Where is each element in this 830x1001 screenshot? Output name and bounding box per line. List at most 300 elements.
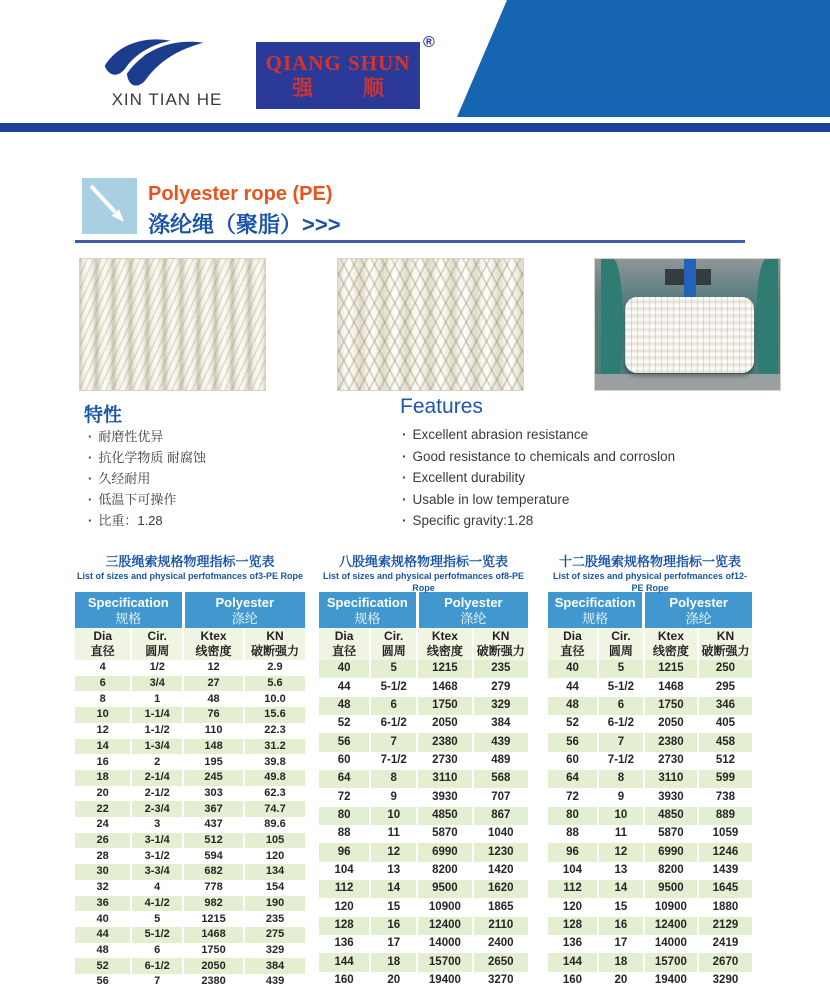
table-cell: 20 [370, 972, 417, 990]
table-cell: 15700 [644, 953, 698, 971]
eight-strand-braided-rope-photo [337, 258, 524, 391]
column-header-cir [598, 628, 644, 660]
col-label-en: Ktex [200, 629, 227, 643]
table-row [548, 843, 752, 861]
column-header-kn [244, 628, 305, 660]
table-cell: 24 [96, 818, 109, 831]
table-cell: 32 [96, 881, 109, 894]
table-cell: 14 [370, 880, 417, 898]
table-body [548, 660, 752, 990]
table-cell: 4 [99, 661, 106, 674]
table-title [548, 554, 752, 592]
table-cell: 384 [244, 958, 305, 974]
table-row [548, 898, 752, 916]
table-cell: 6990 [417, 843, 472, 861]
col-label-en: KN [716, 629, 735, 643]
table-cell: 44 [75, 927, 131, 943]
table-cell: 18 [598, 953, 644, 971]
table-cell: 295 [698, 678, 752, 696]
col-label-cn: 破断强力 [701, 644, 750, 658]
table-row [319, 880, 528, 898]
table-title [75, 554, 305, 592]
feature-item: · Good resistance to chemicals and corroslon [402, 446, 675, 468]
table-row [548, 935, 752, 953]
table-cell: 1750 [644, 697, 698, 715]
col-label-en: Cir. [147, 629, 167, 643]
table-cell: 235 [244, 911, 305, 927]
col-label-en: Dia [563, 629, 582, 643]
table-row [75, 958, 305, 974]
feature-item: · 低温下可操作 [88, 489, 206, 510]
col-label-cn: 圆周 [145, 644, 170, 658]
col-label-cn: 直径 [90, 644, 115, 658]
table-cell: 5-1/2 [370, 678, 417, 696]
table-cell: 27 [183, 676, 244, 692]
table-cell: 2 [131, 754, 183, 770]
registered-trademark-icon: ® [423, 34, 435, 51]
column-group-specification [548, 592, 644, 628]
table-cell: 134 [244, 864, 305, 880]
feature-item: · Excellent abrasion resistance [402, 424, 675, 446]
table-cell: 2110 [473, 917, 528, 935]
group-label-cn: 规格 [354, 610, 381, 626]
product-title-cn: 涤纶绳（聚脂）>>> [148, 212, 341, 237]
table-row [75, 817, 305, 833]
col-label-cn: 线密度 [426, 644, 463, 658]
table-row [548, 715, 752, 733]
table-cell: 2-1/4 [131, 770, 183, 786]
table-cell: 8200 [417, 862, 472, 880]
table-cell: 1 [131, 691, 183, 707]
table-title [319, 554, 528, 592]
table-row [548, 807, 752, 825]
table-cell: 60 [337, 754, 351, 767]
feature-item: · 久经耐用 [88, 468, 206, 489]
table-cell: 4-1/2 [131, 896, 183, 912]
table-cell: 1059 [698, 825, 752, 843]
feature-item: · Excellent durability [402, 467, 675, 489]
table-cell: 160 [334, 973, 354, 986]
table-cell: 458 [698, 733, 752, 751]
table-cell: 594 [183, 848, 244, 864]
table-row [548, 752, 752, 770]
table-cell: 2380 [644, 733, 698, 751]
table-cell: 245 [183, 770, 244, 786]
table-cell: 5870 [644, 825, 698, 843]
table-cell: 1246 [698, 843, 752, 861]
company-bird-logo-icon [100, 34, 208, 92]
table-cell: 31.2 [244, 739, 305, 755]
spec-table-8pe [319, 554, 528, 990]
table-cell: 1645 [698, 880, 752, 898]
table-cell: 3270 [473, 972, 528, 990]
table-row [319, 697, 528, 715]
table-cell: 48 [319, 697, 370, 715]
table-cell: 26 [75, 833, 131, 849]
table-cell: 7-1/2 [598, 752, 644, 770]
group-label-cn: 规格 [582, 610, 609, 626]
table-cell: 346 [698, 697, 752, 715]
table-cell: 3/4 [131, 676, 183, 692]
table-cell: 2419 [698, 935, 752, 953]
table-cell: 16 [96, 755, 109, 768]
table-cell: 1040 [473, 825, 528, 843]
table-cell: 13 [598, 862, 644, 880]
table-cell: 60 [566, 754, 579, 767]
table-cell: 3-1/4 [131, 833, 183, 849]
table-row [75, 896, 305, 912]
table-cell: 437 [183, 817, 244, 833]
col-label-cn: 线密度 [652, 644, 689, 658]
column-header-ktex [644, 628, 698, 660]
table-cell: 3290 [698, 972, 752, 990]
table-row [548, 917, 752, 935]
table-cell: 867 [473, 807, 528, 825]
table-row [75, 833, 305, 849]
table-row [319, 953, 528, 971]
table-cell: 18 [370, 953, 417, 971]
table-cell: 40 [96, 912, 109, 925]
table-cell: 2670 [698, 953, 752, 971]
table-cell: 17 [598, 935, 644, 953]
table-row [548, 660, 752, 678]
column-header-kn [698, 628, 752, 660]
spec-table [75, 592, 305, 990]
table-cell: 36 [75, 896, 131, 912]
table-cell: 1468 [417, 678, 472, 696]
title-arrow-badge [82, 178, 137, 234]
table-cell: 80 [319, 807, 370, 825]
table-cell: 144 [319, 953, 370, 971]
machine-frame-right [756, 259, 778, 390]
table-cell: 2050 [644, 715, 698, 733]
table-cell: 9500 [644, 880, 698, 898]
col-label-en: KN [492, 629, 510, 643]
table-cell: 5870 [417, 825, 472, 843]
table-row [75, 723, 305, 739]
table-cell: 5-1/2 [598, 678, 644, 696]
table-cell: 39.8 [244, 754, 305, 770]
table-row [319, 807, 528, 825]
table-row [75, 974, 305, 990]
group-label-cn: 规格 [115, 610, 142, 626]
table-cell: 1750 [417, 697, 472, 715]
group-label-en: Polyester [215, 594, 275, 610]
table-cell: 190 [244, 896, 305, 912]
brand-name-cn: 强 顺 [292, 76, 406, 100]
col-label-cn: 直径 [332, 644, 357, 658]
table-cell: 96 [548, 843, 598, 861]
table-cell: 405 [698, 715, 752, 733]
table-cell: 17 [370, 935, 417, 953]
table-cell: 4 [131, 880, 183, 896]
table-cell: 2050 [417, 715, 472, 733]
table-cell: 12400 [644, 917, 698, 935]
table-cell: 2380 [417, 733, 472, 751]
table-cell: 19400 [417, 972, 472, 990]
table-cell: 10.0 [244, 691, 305, 707]
table-cell: 1215 [183, 911, 244, 927]
column-header-dia [319, 628, 370, 660]
table-cell: 8 [370, 770, 417, 788]
header-divider-bar [0, 123, 830, 132]
table-cell: 1750 [183, 943, 244, 959]
table-cell: 160 [562, 973, 583, 986]
table-cell: 6 [370, 697, 417, 715]
table-cell: 10900 [644, 898, 698, 916]
table-cell: 30 [75, 864, 131, 880]
table-cell: 329 [244, 943, 305, 959]
column-group-polyester [417, 592, 528, 628]
table-row [75, 786, 305, 802]
column-header-cir [370, 628, 417, 660]
table-cell: 778 [183, 880, 244, 896]
table-cell: 76 [183, 707, 244, 723]
table-cell: 1420 [473, 862, 528, 880]
table-row [319, 788, 528, 806]
table-cell: 2.9 [244, 660, 305, 676]
table-row [548, 788, 752, 806]
table-row [548, 825, 752, 843]
table-cell: 154 [244, 880, 305, 896]
table-cell: 20 [96, 786, 109, 799]
diagonal-arrow-icon [82, 178, 137, 234]
table-cell: 64 [548, 770, 598, 788]
table-row [75, 927, 305, 943]
table-cell: 48 [96, 944, 109, 956]
table-cell: 367 [183, 801, 244, 817]
table-cell: 52 [337, 717, 351, 730]
brand-logo-box [256, 42, 420, 109]
table-row [75, 754, 305, 770]
table-row [319, 733, 528, 751]
column-group-polyester [644, 592, 752, 628]
table-cell: 88 [337, 827, 351, 840]
col-label-en: Dia [334, 629, 354, 643]
table-cell: 136 [334, 937, 354, 950]
feature-item: · 比重：1.28 [88, 510, 206, 531]
group-label-en: Specification [87, 594, 169, 610]
table-cell: 14 [75, 739, 131, 755]
table-cell: 707 [473, 788, 528, 806]
table-cell: 112 [319, 880, 370, 898]
feature-item: · 耐磨性优异 [88, 426, 206, 447]
table-cell: 8 [598, 770, 644, 788]
col-label-en: Ktex [657, 629, 684, 643]
title-underline [75, 240, 745, 243]
table-cell: 6 [598, 697, 644, 715]
table-cell: 15 [598, 898, 644, 916]
col-label-cn: 线密度 [195, 644, 232, 658]
group-label-en: Specification [326, 594, 408, 610]
table-row [548, 862, 752, 880]
table-cell: 1-1/4 [131, 707, 183, 723]
group-label-en: Specification [554, 594, 636, 610]
table-row [319, 935, 528, 953]
table-row [548, 697, 752, 715]
table-cell: 44 [566, 680, 579, 693]
table-cell: 2400 [473, 935, 528, 953]
table-cell: 512 [183, 833, 244, 849]
table-title-en: List of sizes and physical perfofmances of8-PE Rope [322, 571, 525, 593]
group-label-cn: 涤纶 [685, 610, 712, 626]
table-cell: 12400 [417, 917, 472, 935]
table-cell: 2380 [183, 974, 244, 990]
table-cell: 10 [370, 807, 417, 825]
col-label-en: Dia [93, 629, 113, 643]
table-cell: 9500 [417, 880, 472, 898]
table-row [319, 752, 528, 770]
table-cell: 1230 [473, 843, 528, 861]
table-cell: 1215 [417, 660, 472, 678]
table-cell: 384 [473, 715, 528, 733]
table-cell: 136 [562, 937, 583, 950]
table-row [75, 880, 305, 896]
table-cell: 74.7 [244, 801, 305, 817]
col-label-en: Cir. [384, 629, 404, 643]
table-row [319, 917, 528, 935]
column-group-specification [75, 592, 183, 628]
table-cell: 15.6 [244, 707, 305, 723]
table-cell: 9 [370, 788, 417, 806]
table-cell: 62.3 [244, 786, 305, 802]
table-cell: 235 [473, 660, 528, 678]
spec-table-3pe [75, 554, 305, 990]
table-cell: 11 [598, 825, 644, 843]
table-cell: 5 [370, 660, 417, 678]
table-cell: 1865 [473, 898, 528, 916]
table-cell: 10900 [417, 898, 472, 916]
table-cell: 682 [183, 864, 244, 880]
table-cell: 18 [75, 770, 131, 786]
table-cell: 1/2 [131, 660, 183, 676]
table-cell: 14 [598, 880, 644, 898]
rope-spool [625, 297, 754, 373]
table-cell: 72 [566, 790, 579, 803]
table-cell: 982 [183, 896, 244, 912]
table-cell: 88 [566, 827, 579, 840]
table-cell: 20 [598, 972, 644, 990]
table-row [548, 770, 752, 788]
table-cell: 195 [183, 754, 244, 770]
table-cell: 16 [370, 917, 417, 935]
table-title-cn: 三股绳索规格物理指标一览表 [105, 554, 275, 569]
table-cell: 2730 [417, 752, 472, 770]
feature-item: · 抗化学物质 耐腐蚀 [88, 447, 206, 468]
table-row [548, 678, 752, 696]
col-label-cn: 圆周 [608, 644, 633, 658]
table-row [548, 972, 752, 990]
table-cell: 9 [598, 788, 644, 806]
table-cell: 120 [334, 900, 354, 913]
table-cell: 148 [183, 739, 244, 755]
table-cell: 329 [473, 697, 528, 715]
column-header-ktex [183, 628, 244, 660]
column-header-dia [548, 628, 598, 660]
feature-item: · Usable in low temperature [402, 489, 675, 511]
table-cell: 303 [183, 786, 244, 802]
table-row [75, 707, 305, 723]
table-cell: 120 [244, 848, 305, 864]
table-cell: 128 [319, 917, 370, 935]
table-cell: 80 [548, 807, 598, 825]
table-cell: 5 [598, 660, 644, 678]
group-label-en: Polyester [669, 594, 728, 610]
table-cell: 40 [548, 660, 598, 678]
table-cell: 8200 [644, 862, 698, 880]
table-row [319, 678, 528, 696]
col-label-cn: 破断强力 [251, 644, 300, 658]
table-cell: 72 [337, 790, 351, 803]
features-list-en [402, 424, 675, 532]
table-cell: 12 [96, 724, 109, 737]
table-cell: 16 [598, 917, 644, 935]
table-cell: 120 [562, 900, 583, 913]
table-cell: 1880 [698, 898, 752, 916]
table-row [548, 880, 752, 898]
machine-frame-left [601, 259, 623, 390]
table-cell: 22 [75, 801, 131, 817]
machine-floor [595, 374, 780, 390]
table-cell: 89.6 [244, 817, 305, 833]
table-cell: 6-1/2 [370, 715, 417, 733]
column-header-cir [131, 628, 183, 660]
table-row [319, 715, 528, 733]
table-row [75, 911, 305, 927]
table-cell: 6-1/2 [131, 958, 183, 974]
table-cell: 6-1/2 [598, 715, 644, 733]
table-cell: 22.3 [244, 723, 305, 739]
table-cell: 64 [319, 770, 370, 788]
table-cell: 7 [370, 733, 417, 751]
column-group-specification [319, 592, 417, 628]
table-row [319, 972, 528, 990]
col-label-cn: 直径 [560, 644, 585, 658]
table-title-en: List of sizes and physical perfofmances of3-PE Rope [76, 571, 304, 581]
table-row [75, 848, 305, 864]
col-label-en: Ktex [431, 629, 458, 643]
table-title-en: List of sizes and physical perfofmances of12-PE Rope [552, 571, 748, 593]
column-header-dia [75, 628, 131, 660]
group-label-cn: 涤纶 [460, 610, 487, 626]
table-cell: 13 [370, 862, 417, 880]
brand-name-en: QIANG SHUN [265, 50, 411, 75]
table-cell: 56 [548, 733, 598, 751]
feature-item: · Specific gravity:1.28 [402, 510, 675, 532]
table-cell: 2-1/2 [131, 786, 183, 802]
table-cell: 104 [562, 864, 583, 877]
table-row [319, 862, 528, 880]
table-cell: 6 [131, 943, 183, 959]
group-label-en: Polyester [444, 594, 503, 610]
table-row [75, 943, 305, 959]
table-cell: 12 [598, 843, 644, 861]
spec-table [319, 592, 528, 990]
column-group-polyester [183, 592, 305, 628]
col-label-en: KN [266, 629, 284, 643]
features-list-cn [88, 426, 206, 531]
table-row [75, 739, 305, 755]
table-row [319, 825, 528, 843]
col-label-cn: 圆周 [381, 644, 406, 658]
spec-table-12pe [548, 554, 752, 990]
table-title-cn: 十二股绳索规格物理指标一览表 [558, 554, 741, 569]
machine-pole [684, 259, 696, 301]
table-cell: 5 [131, 911, 183, 927]
header-diagonal-band [450, 0, 830, 117]
table-row [319, 898, 528, 916]
table-cell: 10 [598, 807, 644, 825]
